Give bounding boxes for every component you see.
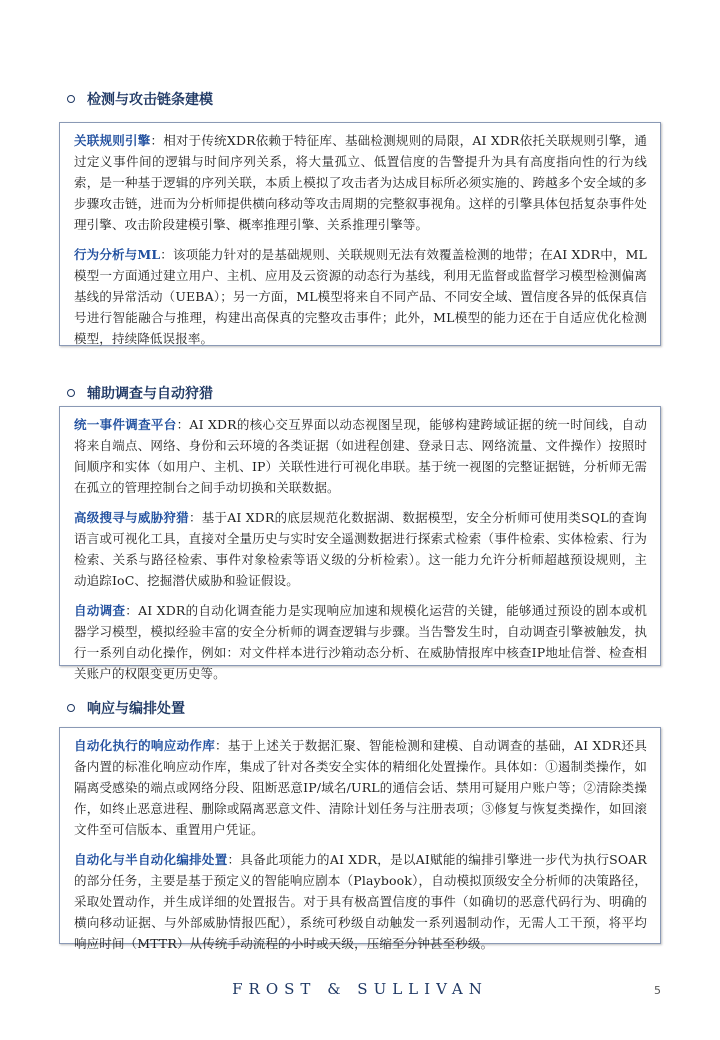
- footer-brand-logo: FROST & SULLIVAN: [232, 980, 488, 998]
- bullet-circle-icon: [67, 95, 75, 103]
- section-title: 辅助调查与自动狩猎: [87, 386, 213, 402]
- paragraph: [74, 600, 647, 684]
- bullet-circle-icon: [67, 389, 75, 397]
- section-heading-response: [67, 698, 185, 718]
- term-label: 统一事件调查平台: [74, 417, 177, 432]
- term-label: 高级搜寻与威胁狩猎: [74, 510, 189, 525]
- paragraph-text: ：AI XDR的核心交互界面以动态视图呈现，能够构建跨域证据的统一时间线，自动将来自端点、网络、身份和云环境的各类证据（如进程创建、登录日志、网络流量、文件操作）按照时间顺序和实体（如用户、主机、IP）关联性进行可视化串联。基于统一视图的完整证据链，分析师无需在孤立的管理控制台之间手动切换和关联数据。: [74, 417, 648, 495]
- paragraph: [74, 507, 647, 591]
- paragraph: [74, 130, 647, 235]
- term-label: 自动调查: [74, 603, 126, 618]
- term-label: 自动化执行的响应动作库: [74, 738, 216, 753]
- page-number: 5: [654, 984, 661, 997]
- paragraph-text: ：相对于传统XDR依赖于特征库、基础检测规则的局限，AI XDR依托关联规则引擎，通过定义事件间的逻辑与时间序列关系，将大量孤立、低置信度的告警提升为具有高度指向性的行为线索，是一种基于逻辑的序列关联，本质上模拟了攻击者为达成目标所必须实施的、跨越多个安全域的多步骤攻击链，进而为分析师提供横向移动等攻击周期的完整叙事视角。这样的引擎具体包括复杂事件处理引擎、攻击阶段建模引擎、概率推理引擎、关系推理引擎等。: [74, 133, 648, 232]
- section-heading-detection: [67, 89, 213, 109]
- paragraph: [74, 849, 647, 954]
- paragraph: [74, 735, 647, 840]
- paragraph: [74, 414, 647, 498]
- bullet-circle-icon: [67, 704, 75, 712]
- paragraph-text: ：AI XDR的自动化调查能力是实现响应加速和规模化运营的关键，能够通过预设的剧本或机器学习模型，模拟经验丰富的安全分析师的调查逻辑与步骤。当告警发生时，自动调查引擎被触发，执行一系列自动化操作，例如：对文件样本进行沙箱动态分析、在威胁情报库中核查IP地址信誉、检查相关账户的权限变更历史等。: [74, 603, 647, 681]
- content-box-detection: [59, 122, 661, 346]
- paragraph-text: ：具备此项能力的AI XDR，是以AI赋能的编排引擎进一步代为执行SOAR的部分任务，主要是基于预定义的智能响应剧本（Playbook），自动模拟顶级安全分析师的决策路径，采取处置动作，并生成详细的处置报告。对于具有极高置信度的事件（如确切的恶意代码行为、明确的横向移动证据、与外部威胁情报匹配），系统可秒级自动触发一系列遏制动作，无需人工干预，将平均响应时间（MTTR）从传统手动流程的小时或天级，压缩至分钟甚至秒级。: [74, 852, 647, 951]
- term-label: 关联规则引擎: [74, 133, 151, 148]
- content-box-investigation: [59, 406, 661, 681]
- term-label: 行为分析与ML: [74, 247, 161, 262]
- paragraph-text: ：该项能力针对的是基础规则、关联规则无法有效覆盖检测的地带；在AI XDR中，ML模型一方面通过建立用户、主机、应用及云资源的动态行为基线，利用无监督或监督学习模型检测偏离基线的异常活动（UEBA）；另一方面，ML模型将来自不同产品、不同安全域、置信度各异的低保真信号进行智能融合与推理，构建出高保真的完整攻击事件；此外，ML模型的能力还在于自适应优化检测模型，持续降低误报率。: [74, 247, 647, 346]
- term-label: 自动化与半自动化编排处置: [74, 852, 228, 867]
- paragraph-text: ：基于上述关于数据汇聚、智能检测和建模、自动调查的基础，AI XDR还具备内置的标准化响应动作库，集成了针对各类安全实体的精细化处置操作。具体如：①遏制类操作，如隔离受感染的端点或网络分段、阻断恶意IP/域名/URL的通信会话、禁用可疑用户账户等；②清除类操作，如终止恶意进程、删除或隔离恶意文件、清除计划任务与注册表项；③修复与恢复类操作，如回滚文件至可信版本、重置用户凭证。: [74, 738, 647, 837]
- section-title: 响应与编排处置: [87, 701, 185, 717]
- content-box-response: [59, 727, 661, 951]
- paragraph: [74, 244, 647, 349]
- section-heading-investigation: [67, 383, 213, 403]
- section-title: 检测与攻击链条建模: [87, 92, 213, 108]
- paragraph-text: ：基于AI XDR的底层规范化数据湖、数据模型，安全分析师可使用类SQL的查询语言或可视化工具，直接对全量历史与实时安全遥测数据进行探索式检索（事件检索、实体检索、行为检索、关系与路径检索、事件对象检索等语义级的分析检索）。这一能力允许分析师超越预设规则，主动追踪IoC、挖掘潜伏威胁和验证假设。: [74, 510, 648, 588]
